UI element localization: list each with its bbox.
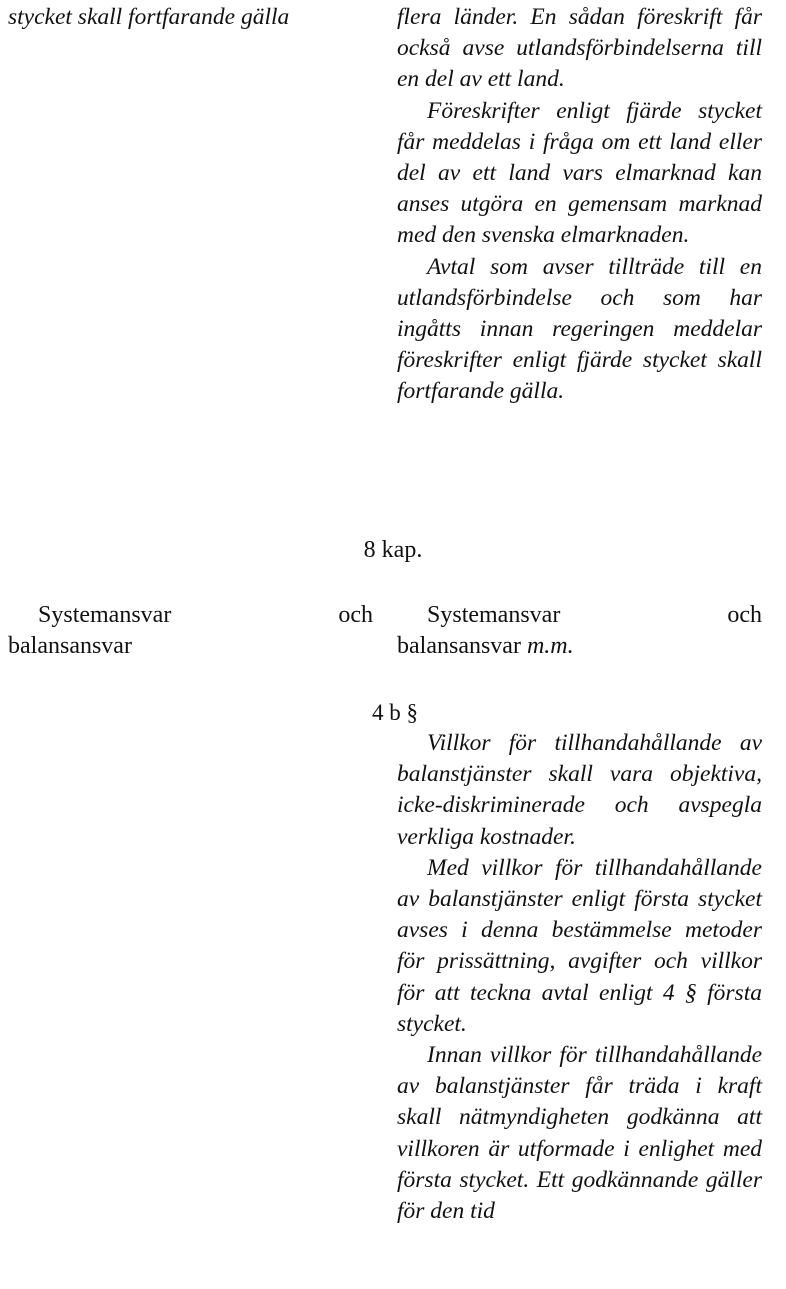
section-mark: 4 b § [372, 700, 418, 725]
heading-word-italic: m.m. [526, 633, 574, 659]
heading-line [397, 631, 762, 662]
heading-word: Systemansvar [427, 602, 561, 628]
heading-line: balansansvar [8, 633, 132, 659]
left-heading [8, 600, 373, 662]
section-body [397, 728, 762, 1227]
heading-word: och [727, 602, 762, 628]
heading-word: och [338, 602, 373, 628]
paragraph: Med villkor för tillhandahållande av balanstjänster enligt första stycket avses i denna bestämmelse metoder för prissättning, avgifter och villkor för att teckna avtal enligt 4 § första stycket. [397, 854, 762, 1037]
chapter-title: 8 kap. [363, 537, 423, 563]
paragraph: Avtal som avser tillträde till en utlandsförbindelse och som har ingåtts innan regeringen meddelar föreskrifter enligt fjärde stycket skall fortfarande gälla. [397, 253, 762, 405]
heading-word: balansansvar [397, 633, 521, 659]
right-heading [397, 600, 762, 662]
right-top-text [397, 2, 762, 408]
left-top-fragment: stycket skall fortfarande gälla [8, 4, 290, 30]
paragraph: Innan villkor för tillhandahållande av balanstjänster får träda i kraft skall nätmyndigheten godkänna att villkoren är utformade i enlighet med första stycket. Ett godkännande gäller för den tid [397, 1042, 762, 1225]
paragraph: Villkor för tillhandahållande av balanstjänster skall vara objektiva, icke-diskriminerade och avspegla verkliga kostnader. [397, 730, 762, 850]
paragraph: flera länder. En sådan föreskrift får också avse utlandsförbindelserna till en del av ett land. [397, 4, 762, 93]
paragraph: Föreskrifter enligt fjärde stycket får meddelas i fråga om ett land eller del av ett land vars elmarknad kan anses utgöra en gemensam marknad med den svenska elmarknaden. [397, 97, 762, 249]
heading-word: Systemansvar [38, 602, 172, 628]
